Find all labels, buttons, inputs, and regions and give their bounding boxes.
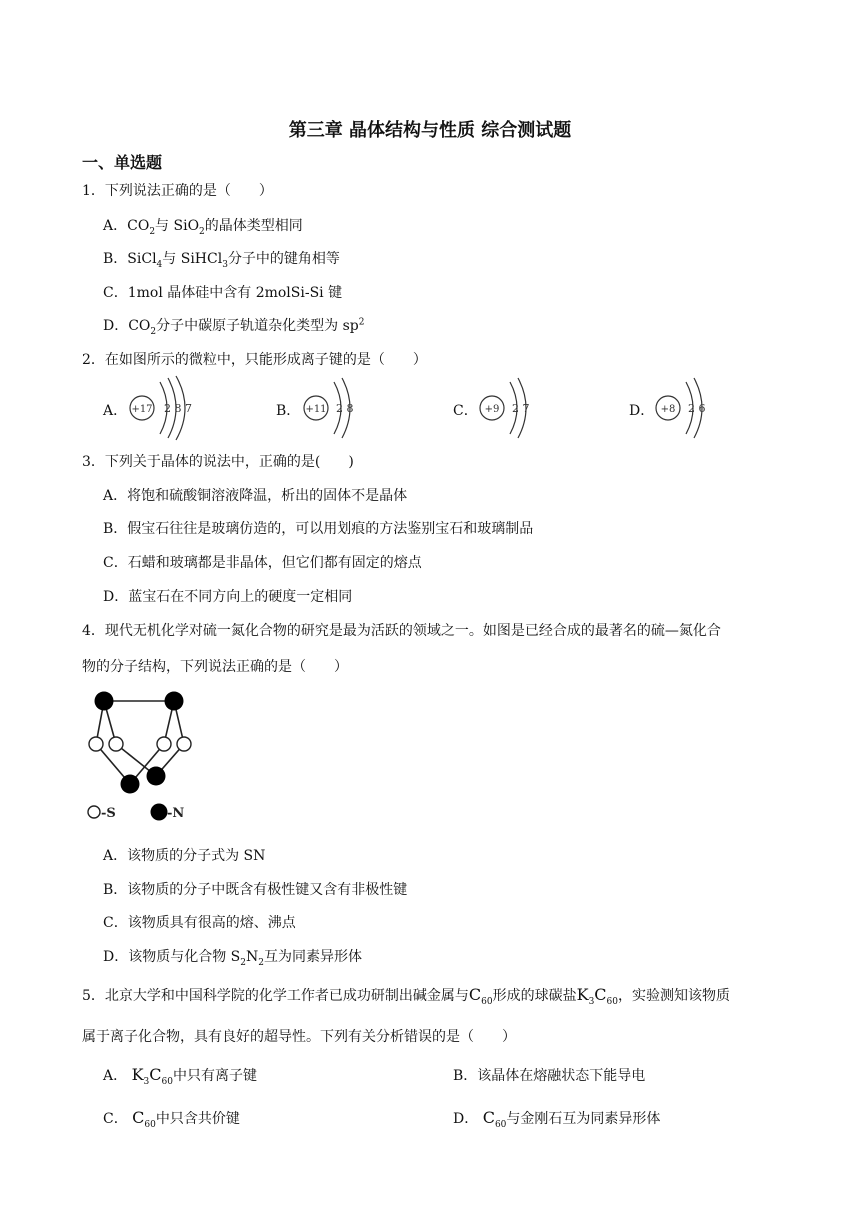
q2-option-c-diagram bbox=[476, 374, 536, 442]
q2-option-b-diagram bbox=[300, 374, 360, 442]
q5-option-d: D． $C_{60}$与金刚石互为同素异形体 bbox=[453, 1108, 661, 1130]
q5-stem-line2: 属于离子化合物，具有良好的超导性。下列有关分析错误的是（ ） bbox=[82, 1029, 516, 1045]
q4-molecule-structure bbox=[82, 684, 222, 826]
q1-option-c: C．1mol 晶体硅中含有 2molSi-Si 键 bbox=[103, 285, 343, 301]
svg-text:+8: +8 bbox=[660, 404, 676, 415]
q5-option-c: C． $C_{60}$中只含共价键 bbox=[103, 1108, 240, 1130]
svg-text:+9: +9 bbox=[484, 404, 500, 415]
q4-stem-line2: 物的分子结构，下列说法正确的是（ ） bbox=[82, 659, 348, 675]
svg-text:2 8: 2 8 bbox=[336, 402, 354, 415]
svg-text:+17: +17 bbox=[131, 404, 153, 415]
q5-stem-line1: 5．北京大学和中国科学院的化学工作者已成功研制出碱金属与$C_{60}$形成的球碳盐$K_3C_{60}$，实验测知该物质 bbox=[82, 985, 730, 1007]
svg-text:+11: +11 bbox=[305, 404, 327, 415]
q2-option-a-label: A． bbox=[103, 403, 128, 419]
svg-text:2 7: 2 7 bbox=[512, 402, 530, 415]
q4-option-c: C．该物质具有很高的熔、沸点 bbox=[103, 915, 296, 931]
q1-option-b: B．SiCl$_4$与 SiHCl$_3$分子中的键角相等 bbox=[103, 251, 340, 270]
svg-text:-N: -N bbox=[167, 806, 185, 821]
q4-option-b: B．该物质的分子中既含有极性键又含有非极性键 bbox=[103, 882, 408, 898]
q1-option-a: A．$CO_2$与 SiO$_2$的晶体类型相同 bbox=[103, 218, 303, 237]
q4-option-d: D．该物质与化合物 $S_2N_2$互为同素异形体 bbox=[103, 949, 362, 968]
svg-text:2 6: 2 6 bbox=[688, 402, 706, 415]
q2-option-c-label: C． bbox=[453, 403, 478, 419]
q5-option-a: A． $K_3C_{60}$中只有离子键 bbox=[103, 1065, 257, 1087]
section-heading: 一、单选题 bbox=[82, 153, 163, 172]
svg-text:2 8 7: 2 8 7 bbox=[164, 402, 192, 415]
page-title: 第三章 晶体结构与性质 综合测试题 bbox=[288, 120, 572, 141]
q3-option-b: B．假宝石往往是玻璃仿造的，可以用划痕的方法鉴别宝石和玻璃制品 bbox=[103, 521, 534, 537]
q2-option-b-label: B． bbox=[276, 403, 301, 419]
q4-stem-line1: 4．现代无机化学对硫一氮化合物的研究是最为活跃的领域之一。如图是已经合成的最著名的硫—氮化合 bbox=[82, 623, 721, 639]
q3-option-d: D．蓝宝石在不同方向上的硬度一定相同 bbox=[103, 589, 353, 605]
q1-option-d: D．$CO_2$分子中碳原子轨道杂化类型为 $sp^2$ bbox=[103, 317, 365, 337]
q2-stem: 2．在如图所示的微粒中，只能形成离子键的是（ ） bbox=[82, 352, 427, 368]
q5-option-b: B．该晶体在熔融状态下能导电 bbox=[453, 1068, 646, 1084]
q3-option-a: A．将饱和硫酸铜溶液降温，析出的固体不是晶体 bbox=[103, 488, 408, 504]
q2-option-d-label: D． bbox=[629, 403, 655, 419]
q2-option-d-diagram bbox=[652, 374, 712, 442]
q3-stem: 3．下列关于晶体的说法中，正确的是( ) bbox=[82, 454, 354, 470]
svg-text:-S: -S bbox=[101, 806, 116, 821]
q1-stem: 1．下列说法正确的是（ ） bbox=[82, 183, 273, 199]
q4-option-a: A．该物质的分子式为 SN bbox=[103, 848, 266, 864]
q2-option-a-diagram bbox=[126, 374, 196, 442]
q3-option-c: C．石蜡和玻璃都是非晶体，但它们都有固定的熔点 bbox=[103, 555, 422, 571]
